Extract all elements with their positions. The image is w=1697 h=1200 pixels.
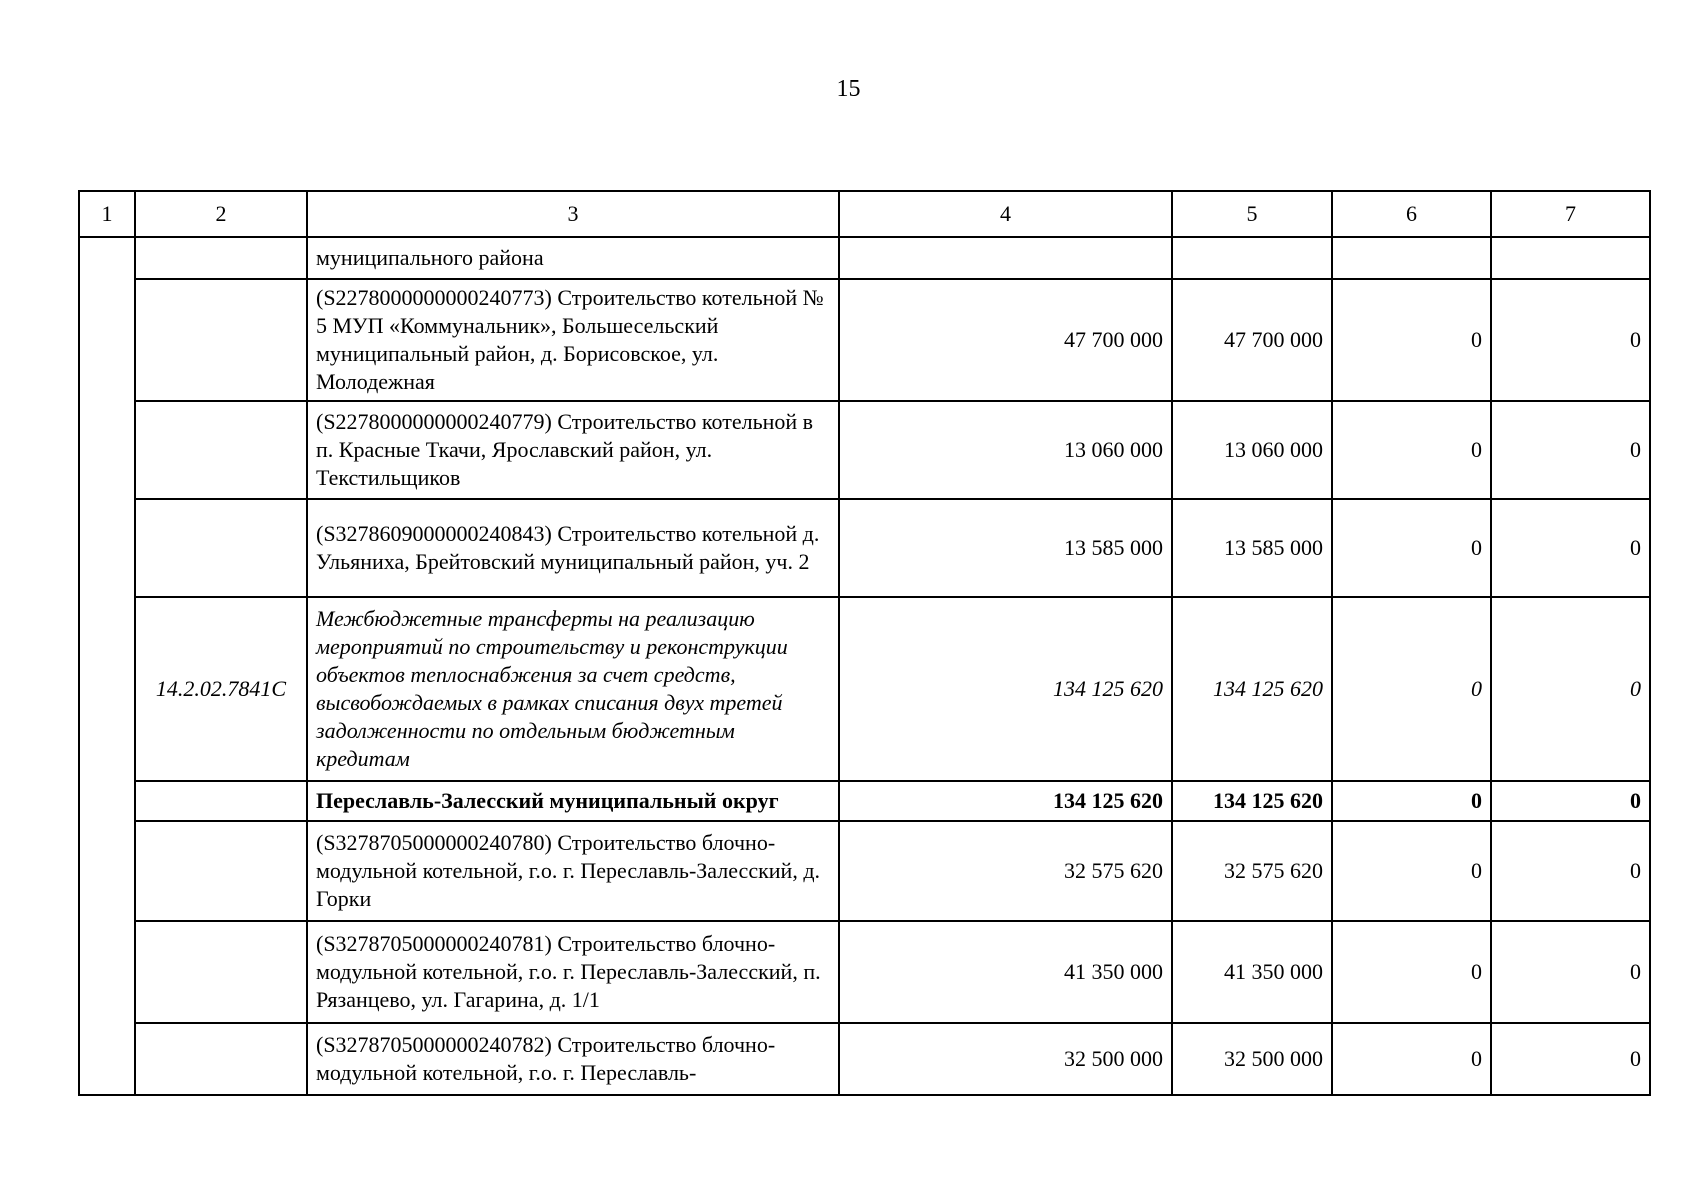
value-cell-7 <box>1491 237 1650 279</box>
value-cell-6: 0 <box>1332 597 1491 781</box>
description-cell: Межбюджетные трансферты на реализацию мероприятий по строительству и реконструкции объектов теплоснабжения за счет средств, высвобождаемых в рамках списания двух третей задолженности по отдельным бюджетным кредитам <box>307 597 839 781</box>
value-cell-6 <box>1332 237 1491 279</box>
value-cell-6: 0 <box>1332 781 1491 821</box>
table-row <box>79 821 1650 921</box>
header-row <box>79 191 1650 237</box>
value-cell-6: 0 <box>1332 921 1491 1023</box>
description-cell: (S3278705000000240782) Строительство блочно-модульной котельной, г.о. г. Переславль- <box>307 1023 839 1095</box>
table-row <box>79 781 1650 821</box>
value-cell-5: 134 125 620 <box>1172 781 1332 821</box>
value-cell-5: 13 060 000 <box>1172 401 1332 499</box>
value-cell-5: 134 125 620 <box>1172 597 1332 781</box>
code-cell <box>135 499 307 597</box>
table-row <box>79 499 1650 597</box>
value-cell-7: 0 <box>1491 597 1650 781</box>
value-cell-4: 134 125 620 <box>839 781 1172 821</box>
description-cell: (S3278609000000240843) Строительство котельной д. Ульяниха, Брейтовский муниципальный район, уч. 2 <box>307 499 839 597</box>
description-cell: муниципального района <box>307 237 839 279</box>
value-cell-7: 0 <box>1491 821 1650 921</box>
code-cell <box>135 921 307 1023</box>
value-cell-5: 32 500 000 <box>1172 1023 1332 1095</box>
value-cell-5 <box>1172 237 1332 279</box>
value-cell-7: 0 <box>1491 279 1650 401</box>
budget-table <box>78 190 1651 1096</box>
value-cell-4: 13 060 000 <box>839 401 1172 499</box>
table-row <box>79 597 1650 781</box>
value-cell-7: 0 <box>1491 921 1650 1023</box>
code-cell <box>135 237 307 279</box>
value-cell-6: 0 <box>1332 1023 1491 1095</box>
value-cell-7: 0 <box>1491 401 1650 499</box>
value-cell-7: 0 <box>1491 781 1650 821</box>
code-cell <box>135 1023 307 1095</box>
description-cell: (S2278000000000240773) Строительство котельной № 5 МУП «Коммунальник», Большесельский муниципальный район, д. Борисовское, ул. Молодежная <box>307 279 839 401</box>
value-cell-6: 0 <box>1332 401 1491 499</box>
value-cell-4: 13 585 000 <box>839 499 1172 597</box>
column-header-7: 7 <box>1491 191 1650 237</box>
value-cell-7: 0 <box>1491 499 1650 597</box>
column-header-2: 2 <box>135 191 307 237</box>
value-cell-4: 47 700 000 <box>839 279 1172 401</box>
column-header-4: 4 <box>839 191 1172 237</box>
value-cell-6: 0 <box>1332 279 1491 401</box>
value-cell-4: 41 350 000 <box>839 921 1172 1023</box>
description-cell: (S3278705000000240780) Строительство блочно-модульной котельной, г.о. г. Переславль-Залесский, д. Горки <box>307 821 839 921</box>
value-cell-6: 0 <box>1332 821 1491 921</box>
table-row <box>79 279 1650 401</box>
code-cell <box>135 821 307 921</box>
column-header-5: 5 <box>1172 191 1332 237</box>
value-cell-5: 13 585 000 <box>1172 499 1332 597</box>
code-cell <box>135 279 307 401</box>
description-cell: (S3278705000000240781) Строительство блочно-модульной котельной, г.о. г. Переславль-Залесский, п. Рязанцево, ул. Гагарина, д. 1/1 <box>307 921 839 1023</box>
value-cell-4 <box>839 237 1172 279</box>
value-cell-6: 0 <box>1332 499 1491 597</box>
description-cell: (S2278000000000240779) Строительство котельной в п. Красные Ткачи, Ярославский район, ул. Текстильщиков <box>307 401 839 499</box>
value-cell-7: 0 <box>1491 1023 1650 1095</box>
value-cell-4: 134 125 620 <box>839 597 1172 781</box>
table-row <box>79 237 1650 279</box>
table-row <box>79 921 1650 1023</box>
column-header-6: 6 <box>1332 191 1491 237</box>
value-cell-5: 47 700 000 <box>1172 279 1332 401</box>
column-1-merged-cell <box>79 237 135 1095</box>
value-cell-5: 41 350 000 <box>1172 921 1332 1023</box>
code-cell <box>135 781 307 821</box>
code-cell <box>135 401 307 499</box>
column-header-1: 1 <box>79 191 135 237</box>
description-cell: Переславль-Залесский муниципальный округ <box>307 781 839 821</box>
code-cell: 14.2.02.7841С <box>135 597 307 781</box>
page-number: 15 <box>836 76 861 102</box>
table-row <box>79 1023 1650 1095</box>
table-row <box>79 401 1650 499</box>
column-header-3: 3 <box>307 191 839 237</box>
value-cell-4: 32 575 620 <box>839 821 1172 921</box>
value-cell-5: 32 575 620 <box>1172 821 1332 921</box>
value-cell-4: 32 500 000 <box>839 1023 1172 1095</box>
